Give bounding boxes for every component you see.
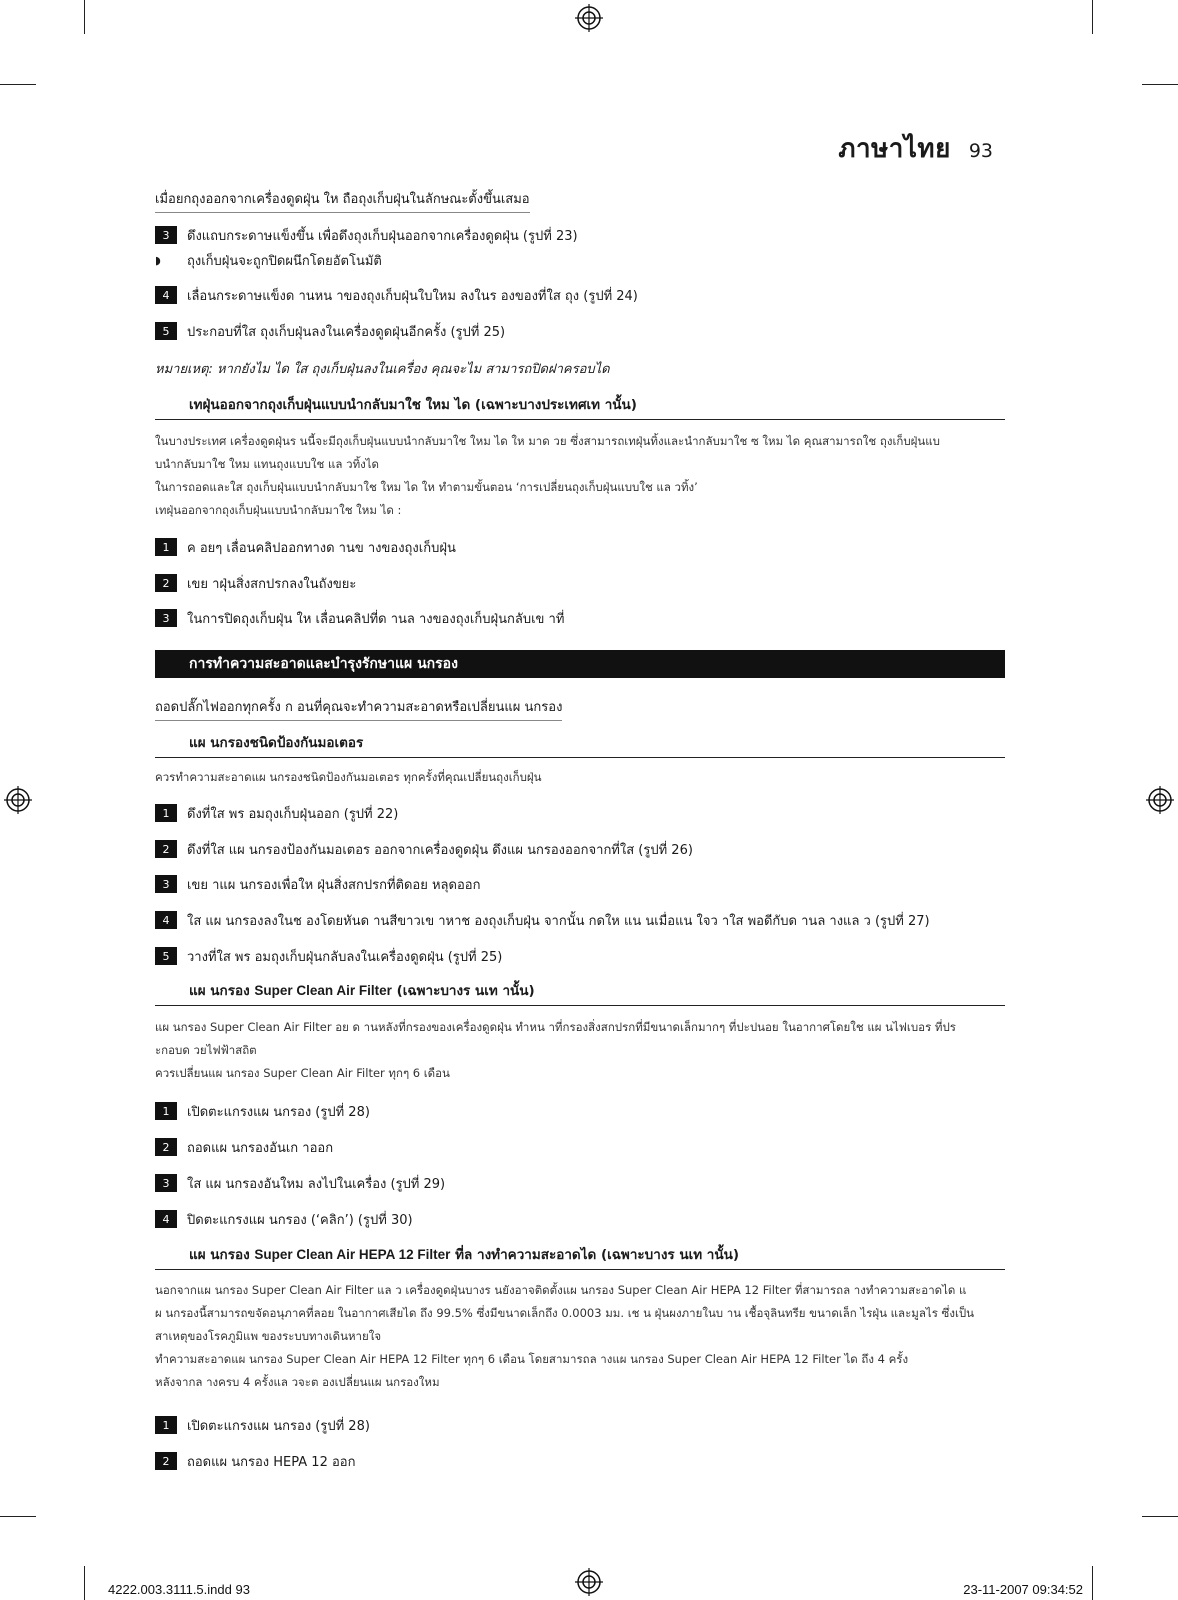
step-number: 5 xyxy=(155,322,177,340)
filter-model-name: Super Clean Air HEPA 12 Filter xyxy=(254,1247,451,1262)
crop-mark xyxy=(1142,84,1178,85)
page-header xyxy=(838,128,993,169)
paragraph-line: สาเหตุของโรคภูมิแพ ของระบบทางเดินหายใจ xyxy=(155,1329,382,1343)
step-text: ปิดตะแกรงแผ นกรอง (‘คลิก’) (รูปที่ 30) xyxy=(187,1212,413,1228)
registration-mark-icon xyxy=(4,786,32,814)
motor-filter-intro: ควรทำความสะอาดแผ นกรองชนิดป้องกันมอเตอร ทุกครั้งที่คุณเปลี่ยนถุงเก็บฝุ่น xyxy=(155,770,542,784)
registration-mark-icon xyxy=(1146,786,1174,814)
paragraph-line: บนำกลับมาใช ใหม แทนถุงแบบใช แล วทิ้งได xyxy=(155,457,380,471)
paragraph-line: ผ นกรองนี้สามารถขจัดอนุภาคที่ลอย ในอากาศเสียได ถึง 99.5% ซึ่งมีขนาดเล็กถึง 0.0003 มม. เช น ฝุ่นผงภายในบ าน เชื้อจุลินทรีย ขนาดเล็ก ไรฝุ่น และมูลไร ซึ่งเป็น xyxy=(155,1306,975,1320)
unplug-note: ถอดปลั๊กไฟออกทุกครั้ง ก อนที่คุณจะทำความสะอาดหรือเปลี่ยนแผ นกรอง xyxy=(155,696,562,721)
paragraph-line: นอกจากแผ นกรอง Super Clean Air Filter แล ว เครื่องดูดฝุ่นบางร นยังอาจติดตั้งแผ นกรอง Super Clean Air HEPA 12 Filter ที่สามารถล างทำความสะอาดได แ xyxy=(155,1283,967,1297)
crop-mark xyxy=(1142,1516,1178,1517)
step-number: 3 xyxy=(155,609,177,627)
step xyxy=(155,286,638,304)
step-number: 1 xyxy=(155,1102,177,1120)
step-text: ถอดแผ นกรอง HEPA 12 ออก xyxy=(187,1454,356,1470)
crop-mark xyxy=(0,84,36,85)
step xyxy=(155,574,356,592)
step xyxy=(155,840,693,858)
step-text: ค อยๆ เลื่อนคลิปออกทางด านข างของถุงเก็บฝุ่น xyxy=(187,540,456,556)
step xyxy=(155,1138,333,1156)
step-result xyxy=(155,251,382,269)
language-title: ภาษาไทย xyxy=(838,134,951,164)
step xyxy=(155,1416,370,1434)
step-number: 3 xyxy=(155,1174,177,1192)
step-number: 5 xyxy=(155,947,177,965)
crop-mark xyxy=(84,1566,85,1600)
step xyxy=(155,226,578,244)
step xyxy=(155,911,930,929)
hepa-filter-heading: แผ นกรอง Super Clean Air HEPA 12 Filter ที่ล างทำความสะอาดได (เฉพาะบางร นเท านั้น) xyxy=(155,1243,1005,1270)
bag-handling-note: เมื่อยกถุงออกจากเครื่องดูดฝุ่น ให ถือถุงเก็บฝุ่นในลักษณะตั้งขึ้นเสมอ xyxy=(155,188,530,213)
step-text: ถุงเก็บฝุ่นจะถูกปิดผนึกโดยอัตโนมัติ xyxy=(187,253,382,269)
step-number: 2 xyxy=(155,1138,177,1156)
step-number: 2 xyxy=(155,1452,177,1470)
step-number: 2 xyxy=(155,574,177,592)
step-text: ดึงแถบกระดาษแข็งขึ้น เพื่อดึงถุงเก็บฝุ่นออกจากเครื่องดูดฝุ่น (รูปที่ 23) xyxy=(187,228,578,244)
step-number: 1 xyxy=(155,538,177,556)
paragraph-line: ะกอบด วยไฟฟ้าสถิต xyxy=(155,1043,257,1057)
paragraph-line: แผ นกรอง Super Clean Air Filter อย ด านหลังที่กรองของเครื่องดูดฝุ่น ทำหน าที่กรองสิ่งสกปรกที่มีขนาดเล็กมากๆ ที่ปะปนอย ในอากาศโดยใช แผ นไฟเบอร ที่ปร xyxy=(155,1020,956,1034)
step-text: ในการปิดถุงเก็บฝุ่น ให เลื่อนคลิปที่ด านล างของถุงเก็บฝุ่นกลับเข าที่ xyxy=(187,611,565,627)
step xyxy=(155,1210,413,1228)
step-number: 3 xyxy=(155,875,177,893)
paragraph-line: หลังจากล างครบ 4 ครั้งแล วจะต องเปลี่ยนแผ นกรองใหม xyxy=(155,1375,440,1389)
crop-mark xyxy=(1092,0,1093,34)
result-bullet-icon: ◗ xyxy=(155,253,161,267)
step-text: เขย าฝุ่นสิ่งสกปรกลงในถังขยะ xyxy=(187,576,357,592)
step-text: ประกอบที่ใส ถุงเก็บฝุ่นลงในเครื่องดูดฝุ่นอีกครั้ง (รูปที่ 25) xyxy=(187,324,506,340)
step-text: ใส แผ นกรองอันใหม ลงไปในเครื่อง (รูปที่ 29) xyxy=(187,1176,446,1192)
step xyxy=(155,609,564,627)
page-number: 93 xyxy=(968,140,993,162)
step-number: 1 xyxy=(155,804,177,822)
step-text: เลื่อนกระดาษแข็งด านหน าของถุงเก็บฝุ่นใบใหม ลงในร องของที่ใส ถุง (รูปที่ 24) xyxy=(187,288,638,304)
step-number: 1 xyxy=(155,1416,177,1434)
reusable-bag-paragraph xyxy=(155,430,1005,522)
footer-timestamp: 23-11-2007 09:34:52 xyxy=(963,1582,1083,1597)
step xyxy=(155,1102,370,1120)
motor-filter-heading: แผ นกรองชนิดป้องกันมอเตอร xyxy=(155,731,1005,758)
super-clean-paragraph xyxy=(155,1016,1005,1085)
reusable-bag-heading: เทฝุ่นออกจากถุงเก็บฝุ่นแบบนำกลับมาใช ใหม ได (เฉพาะบางประเทศเท านั้น) xyxy=(155,393,1005,420)
step xyxy=(155,875,480,893)
step-text: ดึงที่ใส พร อมถุงเก็บฝุ่นออก (รูปที่ 22) xyxy=(187,806,399,822)
paragraph-line: ทำความสะอาดแผ นกรอง Super Clean Air HEPA 12 Filter ทุกๆ 6 เดือน โดยสามารถล างแผ นกรอง Super Clean Air HEPA 12 Filter ได ถึง 4 ครั้ง xyxy=(155,1352,909,1366)
step-number: 4 xyxy=(155,911,177,929)
step-number: 4 xyxy=(155,1210,177,1228)
step-text: ถอดแผ นกรองอันเก าออก xyxy=(187,1140,334,1156)
paragraph-line: ควรเปลี่ยนแผ นกรอง Super Clean Air Filter ทุกๆ 6 เดือน xyxy=(155,1066,450,1080)
crop-mark xyxy=(0,1516,36,1517)
crop-mark xyxy=(1092,1566,1093,1600)
step-text: เปิดตะแกรงแผ นกรอง (รูปที่ 28) xyxy=(187,1104,370,1120)
step xyxy=(155,1174,445,1192)
footer-file-name: 4222.003.3111.5.indd 93 xyxy=(108,1582,250,1597)
step-number: 4 xyxy=(155,286,177,304)
step-text: เปิดตะแกรงแผ นกรอง (รูปที่ 28) xyxy=(187,1418,370,1434)
step xyxy=(155,322,505,340)
paragraph-line: เทฝุ่นออกจากถุงเก็บฝุ่นแบบนำกลับมาใช ใหม ได : xyxy=(155,503,402,517)
step xyxy=(155,1452,355,1470)
hepa-paragraph xyxy=(155,1279,1005,1394)
super-clean-filter-heading: แผ นกรอง Super Clean Air Filter (เฉพาะบางร นเท านั้น) xyxy=(155,979,1005,1006)
step-text: ดึงที่ใส แผ นกรองป้องกันมอเตอร ออกจากเครื่องดูดฝุ่น ดึงแผ นกรองออกจากที่ใส (รูปที่ 26) xyxy=(187,842,693,858)
paragraph-line: ในการถอดและใส ถุงเก็บฝุ่นแบบนำกลับมาใช ใหม ได ให ทำตามขั้นตอน ‘การเปลี่ยนถุงเก็บฝุ่นแบบใช แล วทิ้ง’ xyxy=(155,480,698,494)
registration-mark-icon xyxy=(575,1568,603,1596)
registration-mark-icon xyxy=(575,4,603,32)
step-text: ใส แผ นกรองลงในช องโดยหันด านสีขาวเข าหาช องถุงเก็บฝุ่น จากนั้น กดให แน นเมื่อแน ใจว าใส พอดีกับด านล างแล ว (รูปที่ 27) xyxy=(187,913,930,929)
step xyxy=(155,804,398,822)
step xyxy=(155,947,502,965)
step xyxy=(155,538,456,556)
cover-note: หมายเหตุ: หากยังไม ได ใส ถุงเก็บฝุ่นลงในเครื่อง คุณจะไม สามารถปิดฝาครอบได xyxy=(155,362,610,377)
step-text: วางที่ใส พร อมถุงเก็บฝุ่นกลับลงในเครื่องดูดฝุ่น (รูปที่ 25) xyxy=(187,949,503,965)
step-text: เขย าแผ นกรองเพื่อให ฝุ่นสิ่งสกปรกที่ติดอย หลุดออก xyxy=(187,877,481,893)
crop-mark xyxy=(84,0,85,34)
step-number: 2 xyxy=(155,840,177,858)
step-number: 3 xyxy=(155,226,177,244)
paragraph-line: ในบางประเทศ เครื่องดูดฝุ่นร นนี้จะมีถุงเก็บฝุ่นแบบนำกลับมาใช ใหม ได ให มาด วย ซึ่งสามารถเทฝุ่นทิ้งและนำกลับมาใช ซ ใหม ได คุณสามารถใช ถุงเก็บฝุ่นแบ xyxy=(155,434,940,448)
filter-model-name: Super Clean Air Filter xyxy=(254,983,392,998)
section-title-bar: การทำความสะอาดและบำรุงรักษาแผ นกรอง xyxy=(155,650,1005,678)
